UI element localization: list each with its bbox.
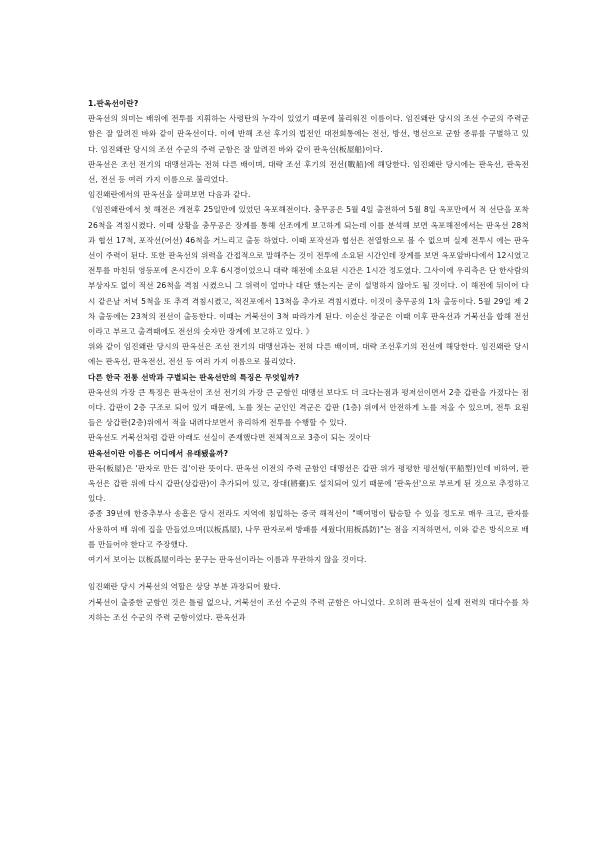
paragraph: 거북선이 출중한 군함인 것은 틀림 없으나, 거북선이 조선 수군의 주력 군함은 아니었다. 오히려 판옥선이 실제 전력의 대다수를 차지하는 조선 수군의 주력 군함이었다. 판옥선과 xyxy=(88,597,529,622)
paragraph: 《임진왜란에서 첫 해전은 개전후 25일만에 있었던 옥포해전이다. 충무공은 5월 4일 출전하여 5월 8일 옥포만에서 적 선단을 포착 26척을 격침시켰다. 이때 상황을 충무공은 장계를 통해 선조에게 보고하게 되는데 이를 분석해 보면 옥포해전에서는 판옥선 28척과 협선 17척, 포작선(어선) 46척을 거느리고 출동 하였다. 이때 포작선과 협선은 전열함으로 볼 수 없으며 실제 전투시 에는 판옥선이 주력이 된다. 또한 판옥선의 위력을 간접적으로 말해주는 것이 전투에 소요된 시간인데 장계를 보면 옥포앞바다에서 12시였고 전투를 마친뒤 영등포에 온시간이 오후 6시경이었으니 대략 해전에 소요된 시간은 1시간 정도였다. 그사이에 우리측은 단 한사람의 부상자도 없이 적선 26척을 격침 시켰으니 그 위력이 얼마나 대단 했는지는 굳이 설명하지 않아도 될 것이다. 이 해전에 뒤이어 다시 같은날 저녁 5척을 또 추격 격침시켰고, 적진포에서 13척을 추가로 격침시켰다. 이것이 충무공의 1차 출동이다. 5월 29일 제 2차 출동에는 23척의 전선이 출동한다. 이때는 거북선이 3척 따라가게 된다. 이순신 장군은 이때 이후 판옥선과 거북선을 합해 전선이라고 부르고 출격때에도 전선의 숫자만 장계에 보고하고 있다. 》 xyxy=(88,205,529,337)
paragraph: 위와 같이 임진왜란 당시의 판옥선은 조선 전기의 대맹선과는 전혀 다른 배이며, 대략 조선후기의 전선에 해당한다. 임진왜란 당시에는 판옥선, 판옥전선, 전선 등 여러 가지 이름으로 불리었다. xyxy=(88,342,529,367)
paragraph: 판옥(板屋)은 '판자로 만든 집'이란 뜻이다. 판옥선 이전의 주력 군함인 대맹선은 갑판 위가 평평한 평선형(平船型)인데 비하여, 판옥선은 갑판 위에 다시 갑판(상갑판)이 추가되어 있고, 장대(將臺)도 설치되어 있기 때문에 '판옥선'으로 부르게 된 것으로 추정하고 있다. xyxy=(88,463,529,504)
paragraph: 여기서 보이는 以板爲屋이라는 문구는 판옥선이라는 이름과 무관하지 않을 것이다. xyxy=(88,555,367,565)
paragraph: 판옥선의 가장 큰 특징은 판옥선이 조선 전기의 가장 큰 군함인 대맹선 보다도 더 크다는점과 평저선이면서 2층 갑판을 가졌다는 점이다. 갑판이 2층 구조로 되어 있기 때문에, 노를 젓는 군인인 격군은 갑판 (1층) 위에서 안전하게 노를 저을 수 있으며, 전투 요원들은 상갑판(2층)위에서 적을 내려다보면서 유리하게 전투를 수행할 수 있다. xyxy=(88,387,529,428)
section-heading: 다른 한국 전통 선박과 구별되는 판옥선만의 특징은 무엇일까? xyxy=(88,372,300,382)
paragraph: 판옥선은 조선 전기의 대맹선과는 전혀 다른 배이며, 대략 조선 후기의 전선(戰船)에 해당한다. 임진왜란 당시에는 판옥선, 판옥전선, 전선 등 여러 가지 이름으로 불리었다. xyxy=(88,159,529,185)
paragraph: 임진왜란에서의 판옥선을 살펴보면 다음과 같다. xyxy=(88,190,251,200)
paragraph: 임진왜란 당시 거북선의 역할은 상당 부분 과장되어 왔다. xyxy=(88,582,281,592)
document-body xyxy=(88,96,529,625)
paragraph: 중종 39년에 한중추부사 송흠은 당시 전라도 지역에 침입하는 중국 해적선이 "백여명이 탑승할 수 있을 정도로 매우 크고, 판자를 사용하여 배 위에 집을 만들었으며(以板爲屋), 나무 판자로써 방패를 세웠다(用板爲防)"는 점을 지적하면서, 이와 같은 방식으로 배를 만들어야 한다고 주장했다. xyxy=(88,509,529,549)
section-heading: 판옥선이란 이름은 어디에서 유래됐을까? xyxy=(88,448,229,458)
paragraph: 판옥선도 거북선처럼 갑판 아래도 선실이 존재했다면 전체적으로 3층이 되는 것이다 xyxy=(88,433,371,443)
section-heading: 1.판옥선이란? xyxy=(88,99,139,108)
paragraph-gap xyxy=(88,567,529,579)
paragraph: 판옥선의 의미는 배위에 전투를 지휘하는 사령탄의 누각이 있었기 때문에 불리워진 이름이다. 임진왜란 당시의 조선 수군의 주력군함은 잘 알려진 바와 같이 판옥선이다. 이에 반해 조선 후기의 법전인 대전회통에는 전선, 방선, 병선으로 군함 종류를 구별하고 있다. 임진왜란 당시의 조선 수군의 주력 군함은 잘 알려진 바와 같이 판옥선(板屋船)이다. xyxy=(88,114,529,154)
